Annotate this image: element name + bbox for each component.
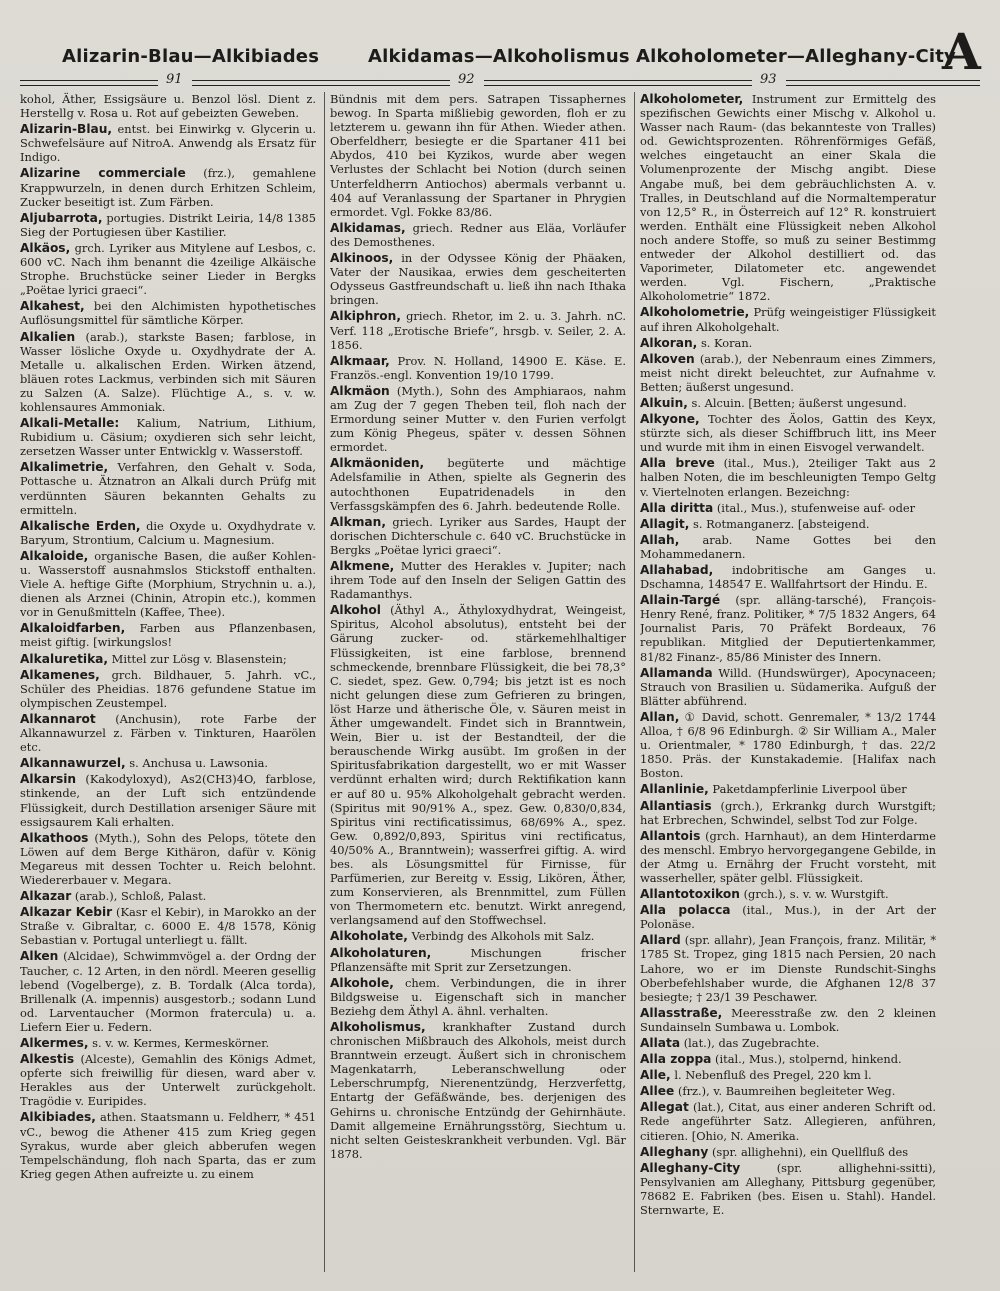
entry-headword: Alkannawurzel, [20, 756, 126, 771]
entry-text: griech. Lyriker aus Sardes, Haupt der dorischen Dichterschule c. 640 vC. Bruchstücke in Bergks „Poëtae lyrici graeci“. [330, 514, 626, 557]
dictionary-entry [20, 549, 316, 619]
entry-text: grch. Lyriker aus Mitylene auf Lesbos, c. 600 vC. Nach ihm benannt die 4zeilige Alkäische Strophe. Bruchstücke seiner Lieder in Bergks „Poëtae lyrici graeci“. [20, 240, 316, 298]
entry-headword: Alkinoos, [330, 251, 394, 266]
dictionary-entry [20, 241, 316, 297]
entry-text: begüterte und mächtige Adelsfamilie in Athen, spielte als Gegnerin des autochthonen Eupatridenadels in den Verfassgskämpfen des 6. Jahrh. bedeutende Rolle. [330, 456, 626, 513]
entry-headword: Alkali-Metalle: [20, 416, 120, 431]
entry-headword: Alkaluretika, [20, 651, 109, 666]
entry-headword: Allantiasis [640, 798, 712, 813]
entry-headword: Alkahest, [20, 299, 85, 314]
dictionary-entry [640, 782, 936, 796]
dictionary-entry [20, 460, 316, 516]
entry-text: chem. Verbindungen, die in ihrer Bildgsweise u. Eigenschaft sich in mancher Beziehg dem Äthyl A. ähnl. verhalten. [330, 975, 626, 1018]
entry-headword: Alkman, [330, 514, 386, 529]
rule-segment [484, 80, 752, 86]
entry-headword: Allamanda [640, 665, 713, 680]
dictionary-entry [330, 559, 626, 601]
running-headers [0, 46, 1000, 76]
entry-headword: Allantois [640, 828, 701, 843]
entry-text: (frz.), gemahlene Krappwurzeln, in denen durch Erhitzen Schleim, Zucker beseitigt ist. Zum Färben. [20, 166, 316, 209]
entry-text: (frz.), v. Baumreihen begleiteter Weg. [677, 1084, 896, 1099]
entry-text: Meeresstraße zw. den 2 kleinen Sundainseln Sumbawa u. Lombok. [640, 1005, 936, 1034]
dictionary-entry [330, 1020, 626, 1161]
entry-text: (spr. allighehni-ssitti), Pensylvanien am Alleghany, Pittsburg gegenüber, 78682 E. Fabriken (bes. Eisen u. Stahl). Handel. Sternwarte, E. [640, 1160, 936, 1218]
dictionary-entry [20, 712, 316, 754]
dictionary-entry [640, 501, 936, 515]
entry-headword: Alkoran, [640, 335, 698, 350]
entry-text: Prov. N. Holland, 14900 E. Käse. E. Französ.-engl. Konvention 19/10 1799. [330, 353, 626, 382]
entry-text: Farben aus Pflanzenbasen, meist giftig. [wirkungslos! [20, 621, 316, 650]
entry-headword: Alkarsin [20, 772, 77, 787]
entry-headword: Alkohol [330, 603, 381, 618]
entry-text: (grch.), s. v. w. Wurstgift. [743, 887, 889, 902]
entry-text: entst. bei Einwirkg v. Glycerin u. Schwefelsäure auf NitroA. Anwendg als Ersatz für Indigo. [20, 122, 316, 165]
entry-headword: Alleghany [640, 1144, 709, 1159]
entry-headword: Alleghany-City [640, 1160, 741, 1175]
dictionary-entry [330, 946, 626, 974]
entry-headword: Allanlinie, [640, 782, 709, 797]
entry-headword: Allata [640, 1036, 681, 1050]
entry-headword: Alkalimetrie, [20, 460, 109, 475]
dictionary-entry [640, 903, 936, 931]
dictionary-entry [640, 517, 936, 531]
section-letter: A [942, 22, 981, 81]
dictionary-entry [640, 933, 936, 1003]
entry-text: athen. Staatsmann u. Feldherr, * 451 vC., bewog die Athener 415 zum Krieg gegen Syrakus, wurde aber gleich abberufen wegen Tempelschändung, floh nach Sparta, das er zum Krieg gegen Athen aufreizte u. zu einem [20, 1110, 316, 1181]
entry-text: (grch. Harnhaut), an dem Hinterdarme des menschl. Embryo hervorgegangene Gebilde, in der Atmg u. Ernährg der Frucht vorsteht, mit wasserheller, später gelbl. Flüssigkeit. [640, 828, 936, 885]
dictionary-entry [20, 1110, 316, 1180]
entry-headword: Allain-Targé [640, 593, 721, 608]
entry-text: ① David, schott. Genremaler, * 13/2 1744 Alloa, † 6/8 96 Edinburgh. ② Sir William A., Maler u. Orientmaler, * 1780 Edinburgh, † das. 22/2 1850. Präs. der Kunstakademie. [Halifax nach Boston. [640, 709, 936, 781]
dictionary-entry [20, 330, 316, 415]
dictionary-entry [20, 668, 316, 710]
entry-text: grch. Bildhauer, 5. Jahrh. vC., Schüler des Pheidias. 1876 gefundene Statue im olympischen Zeustempel. [20, 667, 316, 710]
dictionary-entry [20, 621, 316, 649]
entry-headword: Alkoven [640, 351, 695, 366]
entry-text: Kalium, Natrium, Lithium, Rubidium u. Cäsium; oxydieren sich sehr leicht, zersetzen Wasser unter Entwicklg v. Wasserstoff. [20, 416, 316, 459]
entry-headword: Alkäos, [20, 240, 71, 255]
dictionary-entry [20, 652, 316, 666]
header-left: Alizarin-Blau—Alkibiades [62, 46, 320, 67]
entry-text: (ital., Mus.), 2teiliger Takt aus 2 halben Noten, die im beschleunigten Tempo Geltg v. Viertelnoten erlangen. Bezeichng: [640, 456, 936, 499]
entry-headword: Alkestis [20, 1052, 75, 1067]
entry-text: arab. Name Gottes bei den Mohammedanern. [640, 532, 936, 561]
dictionary-entry [330, 251, 626, 307]
entry-headword: Allasstraße, [640, 1005, 723, 1020]
entry-headword: Allee [640, 1084, 675, 1099]
dictionary-entry [640, 1084, 936, 1098]
dictionary-entry [20, 949, 316, 1034]
rule-segment [20, 80, 158, 86]
entry-headword: Alkidamas, [330, 220, 406, 235]
dictionary-entry [20, 519, 316, 547]
entry-headword: Alkermes, [20, 1036, 89, 1050]
dictionary-entry [20, 889, 316, 903]
dictionary-entry [640, 336, 936, 350]
entry-text: Verfahren, den Gehalt v. Soda, Pottasche u. Ätznatron an Alkali durch Prüfg mit verdünnten Säuren bekannten Gehalts zu ermitteln. [20, 460, 316, 517]
entry-text: (Kakodyloxyd), As2(CH3)4O, farblose, stinkende, an der Luft sich entzündende Flüssigkeit, durch Destillation arseniger Säure mit essigsaurem Kali erhalten. [20, 772, 316, 829]
entry-text: (Alceste), Gemahlin des Königs Admet, opferte sich freiwillig für diesen, ward aber v. Herakles aus der Unterwelt zurückgeholt. Tragödie v. Euripides. [20, 1052, 316, 1109]
dictionary-entry [330, 603, 626, 927]
entry-headword: Allah, [640, 532, 680, 547]
entry-text: l. Nebenfluß des Pregel, 220 km l. [674, 1068, 872, 1083]
entry-headword: Alkoholometer, [640, 92, 744, 106]
entry-text: griech. Rhetor, im 2. u. 3. Jahrh. nC. Verf. 118 „Erotische Briefe“, hrsgb. v. Seiler, 2. A. 1856. [330, 309, 626, 352]
dictionary-entry [330, 354, 626, 382]
dictionary-entry [640, 666, 936, 708]
header-right: Alkoholometer—Alleghany-City [636, 46, 956, 67]
entry-text: s. Rotmanganerz. [absteigend. [693, 516, 870, 531]
dictionary-entry [330, 976, 626, 1018]
entry-headword: Alle, [640, 1068, 671, 1083]
dictionary-entry [640, 1068, 936, 1082]
rule-segment [786, 80, 980, 86]
entry-text: Paketdampferlinie Liverpool über [712, 782, 907, 797]
dictionary-entry [640, 1036, 936, 1050]
dictionary-entry [20, 1052, 316, 1108]
dictionary-entry [640, 710, 936, 780]
entry-text: (arab.), starkste Basen; farblose, in Wasser lösliche Oxyde u. Oxydhydrate der A. Metalle u. alkalischen Erden. Wirken ätzend, bläuen rotes Lackmus, verbinden sich mit Säuren zu Salzen (A. Salze). Flüchtige A., s. v. w. kohlensaures Ammoniak. [20, 329, 316, 414]
entry-text: die Oxyde u. Oxydhydrate v. Baryum, Strontium, Calcium u. Magnesium. [20, 518, 316, 547]
dictionary-entry [20, 905, 316, 947]
entry-headword: Allan, [640, 709, 680, 724]
rule-segment [192, 80, 450, 86]
entry-headword: Alkoholismus, [330, 1020, 426, 1034]
entry-text: Mutter des Herakles v. Jupiter; nach ihrem Tode auf den Inseln der Seligen Gattin des Radamanthys. [330, 559, 626, 602]
entry-text: Tochter des Äolos, Gattin des Keyx, stürzte sich, als dieser Schiffbruch litt, ins Meer und wurde mit ihm in einen Eisvogel verwandelt. [640, 412, 936, 455]
column-center [330, 92, 626, 1282]
entry-text: s. Alcuin. [Betten; äußerst ungesund. [691, 395, 907, 410]
dictionary-entry [20, 772, 316, 828]
dictionary-entry [640, 1052, 936, 1066]
entry-text: (spr. alläng-tarsché), François-Henry René, franz. Politiker, * 7/5 1832 Angers, 64 Journalist Paris, 70 Präfekt Bordeaux, 76 republikan. Mitglied der Deputiertenkammer, 81/82 Finanz-, 85/86 Minister des Innern. [640, 593, 936, 664]
entry-text: s. v. w. Kermes, Kermeskörner. [92, 1036, 270, 1050]
page-number-right: 93 [760, 72, 777, 87]
entry-text: (arab.), Schloß, Palast. [74, 889, 207, 904]
entry-headword: Allard [640, 933, 681, 948]
dictionary-entry [20, 1036, 316, 1050]
dictionary-entry [330, 92, 626, 219]
entry-text: (grch.), Erkrankg durch Wurstgift; hat Erbrechen, Schwindel, selbst Tod zur Folge. [640, 798, 936, 827]
entry-headword: Alkannarot [20, 711, 96, 726]
entry-text: (Alcidae), Schwimmvögel a. der Ordng der Taucher, c. 12 Arten, in den nördl. Meeren gesellig lebend (Vogelberge), z. B. Tordalk (Alca torda), Brillenalk (A. impennis) ausgestorb.; sodann Lund od. Larventaucher (Mormon fratercula) u. a. Liefern Eier u. Federn. [20, 949, 316, 1034]
entry-text: Instrument zur Ermittelg des spezifischen Gewichts einer Mischg v. Alkohol u. Wasser nach Raum- (das bekannteste von Tralles) od. Gewichtsprozenten. Röhrenförmiges Gefäß, welches eingetaucht an einer Skala die Volumenprozente der Mischg angibt. Diese Angabe muß, bei dem gebräuchlichsten A. v. Tralles, in Deutschland auf die Normaltemperatur von 12,5° R., in Österreich auf 12° R. konstruiert werden. Enthält eine Flüssigkeit neben Alkohol noch andere Stoffe, so muß zu seiner Bestimmg entweder der Alkohol destilliert od. das Vaporimeter, Dilatometer etc. angewendet werden. Vgl. Fischern, „Praktische Alkoholometrie“ 1872. [640, 92, 936, 304]
entry-headword: Alkalien [20, 329, 76, 344]
entry-text: (lat.), das Zugebrachte. [683, 1036, 820, 1050]
entry-headword: Alla zoppa [640, 1052, 712, 1067]
entry-headword: Allegat [640, 1100, 689, 1115]
entry-headword: Alizarine commerciale [20, 166, 186, 181]
text-columns [20, 92, 980, 1282]
entry-headword: Alkmaar, [330, 353, 390, 368]
entry-text: s. Koran. [700, 335, 753, 350]
entry-headword: Alkmäoniden, [330, 456, 425, 471]
entry-text: organische Basen, die außer Kohlen- u. Wasserstoff ausnahmslos Stickstoff enthalten. Viele A. heftige Gifte (Morphium, Strychnin u. a.), dienen als Arznei (Chinin, Atropin etc.), kommen vor in Genußmitteln (Kaffee, Thee). [20, 548, 316, 620]
dictionary-entry [640, 1161, 936, 1217]
entry-headword: Alkmäon [330, 383, 390, 398]
dictionary-entry [640, 799, 936, 827]
entry-text: indobritische am Ganges u. Dschamna, 148547 E. Wallfahrtsort der Hindu. E. [640, 563, 936, 592]
page-number-left: 91 [166, 72, 183, 87]
dictionary-entry [330, 309, 626, 351]
entry-text: (Anchusin), rote Farbe der Alkannawurzel z. Färben v. Tinkturen, Haarölen etc. [20, 711, 316, 755]
dictionary-entry [330, 384, 626, 454]
entry-headword: Alkalische Erden, [20, 518, 141, 533]
dictionary-entry [640, 305, 936, 333]
entry-headword: Alken [20, 949, 59, 964]
entry-text: (arab.), der Nebenraum eines Zimmers, meist nicht direkt beleuchtet, zur Aufnahme v. Betten; äußerst ungesund. [640, 351, 936, 394]
entry-text: s. Anchusa u. Lawsonia. [129, 756, 269, 771]
entry-text: (Myth.), Sohn des Pelops, tötete den Löwen auf dem Berge Kithäron, dafür v. König Megareus mit dessen Tochter u. Reich belohnt. Wiedererbauer v. Megara. [20, 830, 316, 887]
entry-headword: Aljubarrota, [20, 210, 103, 225]
entry-headword: Alkaloide, [20, 548, 89, 563]
entry-headword: Alkibiades, [20, 1110, 96, 1125]
entry-text: (ital., Mus.), stolpernd, hinkend. [715, 1052, 902, 1067]
entry-headword: Alla diritta [640, 500, 714, 515]
entry-text: portugies. Distrikt Leiria, 14/8 1385 Sieg der Portugiesen über Kastilier. [20, 210, 316, 239]
entry-headword: Alla polacca [640, 903, 731, 918]
entry-text: in der Odyssee König der Phäaken, Vater der Nausikaa, erwies dem gescheiterten Odysseus Gastfreundschaft u. ließ ihn nach Ithaka bringen. [330, 251, 626, 308]
dictionary-entry [330, 456, 626, 512]
entry-headword: Alkoholaturen, [330, 945, 432, 960]
entry-headword: Alkyone, [640, 412, 700, 427]
dictionary-entry [20, 122, 316, 164]
dictionary-entry [20, 756, 316, 770]
entry-text: Mischungen frischer Pflanzensäfte mit Sprit zur Zersetzungen. [330, 945, 626, 974]
dictionary-entry [640, 887, 936, 901]
entry-text: (Äthyl A., Äthyloxydhydrat, Weingeist, Spiritus, Alcohol absolutus), entsteht bei der Gärung zucker- od. stärkemehlhaltiger Flüssigkeiten, ist eine farblose, brennend schmeckende, brennbare Flüssigkeit, die bei 78,3° C. siedet, spez. Gew. 0,794; bis jetzt ist es noch nicht gelungen diese zum Gefrieren zu bringen, löst Harze und ätherische Öle, v. Säuren meist in Äther umgewandelt. Findet sich in Branntwein, Wein, Bier u. ist der Bestandteil, der die berauschende Wirkg ausübt. Im großen in der Spiritusfabrikation dargestellt, wo er mit Wasser verdünnt erhalten wird; durch Rektifikation kann er auf 80 u. 95% Alkoholgehalt gebracht werden. (Spiritus mit 90/91% A., spez. Gew. 0,830/0,834, Spiritus vini rectificatissimus, 68/69% A., spez. Gew. 0,892/0,893, Spiritus vini rectificatus, 40/50% A., Branntwein); wasserfrei giftig. A. wird bes. als Lösungsmittel für Firnisse, für Parfümerien, zur Bereitg v. Essig, Likören, Äther, zum Konservieren, als Brennmittel, zum Füllen von Thermometern etc. benutzt. Wirkt anregend, verlangsamend auf den Stoffwechsel. [330, 603, 626, 928]
entry-text: bei den Alchimisten hypothetisches Auflösungsmittel für sämtliche Körper. [20, 299, 316, 328]
dictionary-entry [640, 593, 936, 663]
entry-headword: Allagit, [640, 516, 690, 531]
dictionary-entry [640, 563, 936, 591]
dictionary-entry [640, 412, 936, 454]
entry-text: (spr. allighehni), ein Quellfluß des [711, 1144, 909, 1159]
dictionary-entry [640, 456, 936, 498]
entry-text: (Kasr el Kebir), in Marokko an der Straße v. Gibraltar, c. 6000 E. 4/8 1578, König Sebastian v. Portugal unterliegt u. fällt. [20, 905, 316, 948]
dictionary-entry [20, 211, 316, 239]
dictionary-entry [640, 92, 936, 303]
dictionary-entry [20, 92, 316, 120]
header-center: Alkidamas—Alkoholismus [368, 46, 630, 67]
dictionary-entry [640, 396, 936, 410]
dictionary-entry [640, 1145, 936, 1159]
entry-headword: Alkiphron, [330, 309, 401, 324]
entry-headword: Alkohole, [330, 975, 394, 990]
entry-text: (ital., Mus.), stufenweise auf- oder [716, 500, 916, 515]
entry-headword: Alkazar [20, 889, 72, 904]
entry-headword: Alkathoos [20, 830, 89, 845]
column-right [640, 92, 936, 1282]
entry-text: griech. Redner aus Eläa, Vorläufer des Demosthenes. [330, 220, 626, 249]
entry-text: (ital., Mus.), in der Art der Polonäse. [640, 903, 936, 932]
entry-text: Prüfg weingeistiger Flüssigkeit auf ihren Alkoholgehalt. [640, 305, 936, 334]
entry-headword: Alkamenes, [20, 667, 100, 682]
entry-text: Willd. (Hundswürger), Apocynaceen; Strauch von Brasilien u. Südamerika. Aufguß der Blätter abführend. [640, 665, 936, 708]
dictionary-entry [330, 221, 626, 249]
entry-headword: Alkuin, [640, 395, 688, 410]
dictionary-entry [640, 1100, 936, 1142]
dictionary-entry [20, 166, 316, 208]
entry-text: Verbindg des Alkohols mit Salz. [411, 929, 595, 944]
entry-text: (Myth.), Sohn des Amphiaraos, nahm am Zug der 7 gegen Theben teil, floh nach der Ermordung seiner Mutter v. den Furien verfolgt zum König Phegeus, später v. dessen Söhnen ermordet. [330, 383, 626, 455]
entry-text: krankhafter Zustand durch chronischen Mißbrauch des Alkohols, meist durch Branntwein erzeugt. Äußert sich in chronischem Magenkatarrh, Leberanschwellung oder Leberschrumpfg, Nierenentzündg, Herzverfettg, Entartg der Gefäßwände, bes. derjenigen des Gehirns u. chronische Entzündg der Gehirnhäute. Damit allgemeine Ernährungsstörg, Siechtum u. nicht selten Geisteskrankheit verbunden. Vgl. Bär 1878. [330, 1020, 626, 1161]
entry-headword: Alkazar Kebir [20, 905, 113, 920]
dictionary-entry [20, 831, 316, 887]
dictionary-entry [20, 416, 316, 458]
entry-headword: Alla breve [640, 456, 715, 471]
entry-headword: Alkoholate, [330, 929, 408, 944]
entry-headword: Alkmene, [330, 559, 395, 573]
entry-text: (spr. allahr), Jean François, franz. Militär, * 1785 St. Tropez, ging 1815 nach Persien, 20 nach Lahore, wo er im Dienste Rundschit-Singhs Oberbefehlshaber wurde, die Afghanen 12/8 37 besiegte; † 23/1 39 Peschawer. [640, 933, 936, 1004]
column-left [20, 92, 316, 1282]
dictionary-entry [330, 515, 626, 557]
dictionary-entry [640, 829, 936, 885]
entry-text: (lat.), Citat, aus einer anderen Schrift od. Rede angeführter Satz. Allegieren, anführen, citieren. [Ohio, N. Amerika. [640, 1100, 936, 1143]
dictionary-entry [640, 533, 936, 561]
entry-text: Mittel zur Lösg v. Blasenstein; [111, 651, 287, 666]
entry-headword: Alkoholometrie, [640, 305, 750, 320]
entry-headword: Alkaloidfarben, [20, 621, 126, 636]
dictionary-entry [20, 299, 316, 327]
dictionary-entry [640, 1006, 936, 1034]
entry-headword: Allahabad, [640, 563, 714, 577]
dictionary-entry [640, 352, 936, 394]
dictionary-entry [330, 929, 626, 943]
entry-headword: Allantotoxikon [640, 887, 740, 902]
entry-text: kohol, Äther, Essigsäure u. Benzol lösl. Dient z. Herstellg v. Rosa u. Rot auf gebeizten Geweben. [20, 92, 316, 121]
page-number-center: 92 [458, 72, 475, 87]
header-rules [20, 74, 980, 88]
entry-headword: Alizarin-Blau, [20, 122, 113, 137]
entry-text: Bündnis mit dem pers. Satrapen Tissaphernes bewog. In Sparta mißliebig geworden, floh er zu letzterem u. gewann ihn für Athen. Wieder athen. Oberfeldherr, besiegte er die Spartaner 411 bei Abydos, 410 bei Kyzikos, wurde aber wegen Verlustes der Schlacht bei Notion (durch seinen Unterfeldherrn Antiochos) abermals verbannt u. 404 auf Veranlassung der Spartaner in Phrygien ermordet. Vgl. Fokke 83/86. [330, 92, 626, 219]
